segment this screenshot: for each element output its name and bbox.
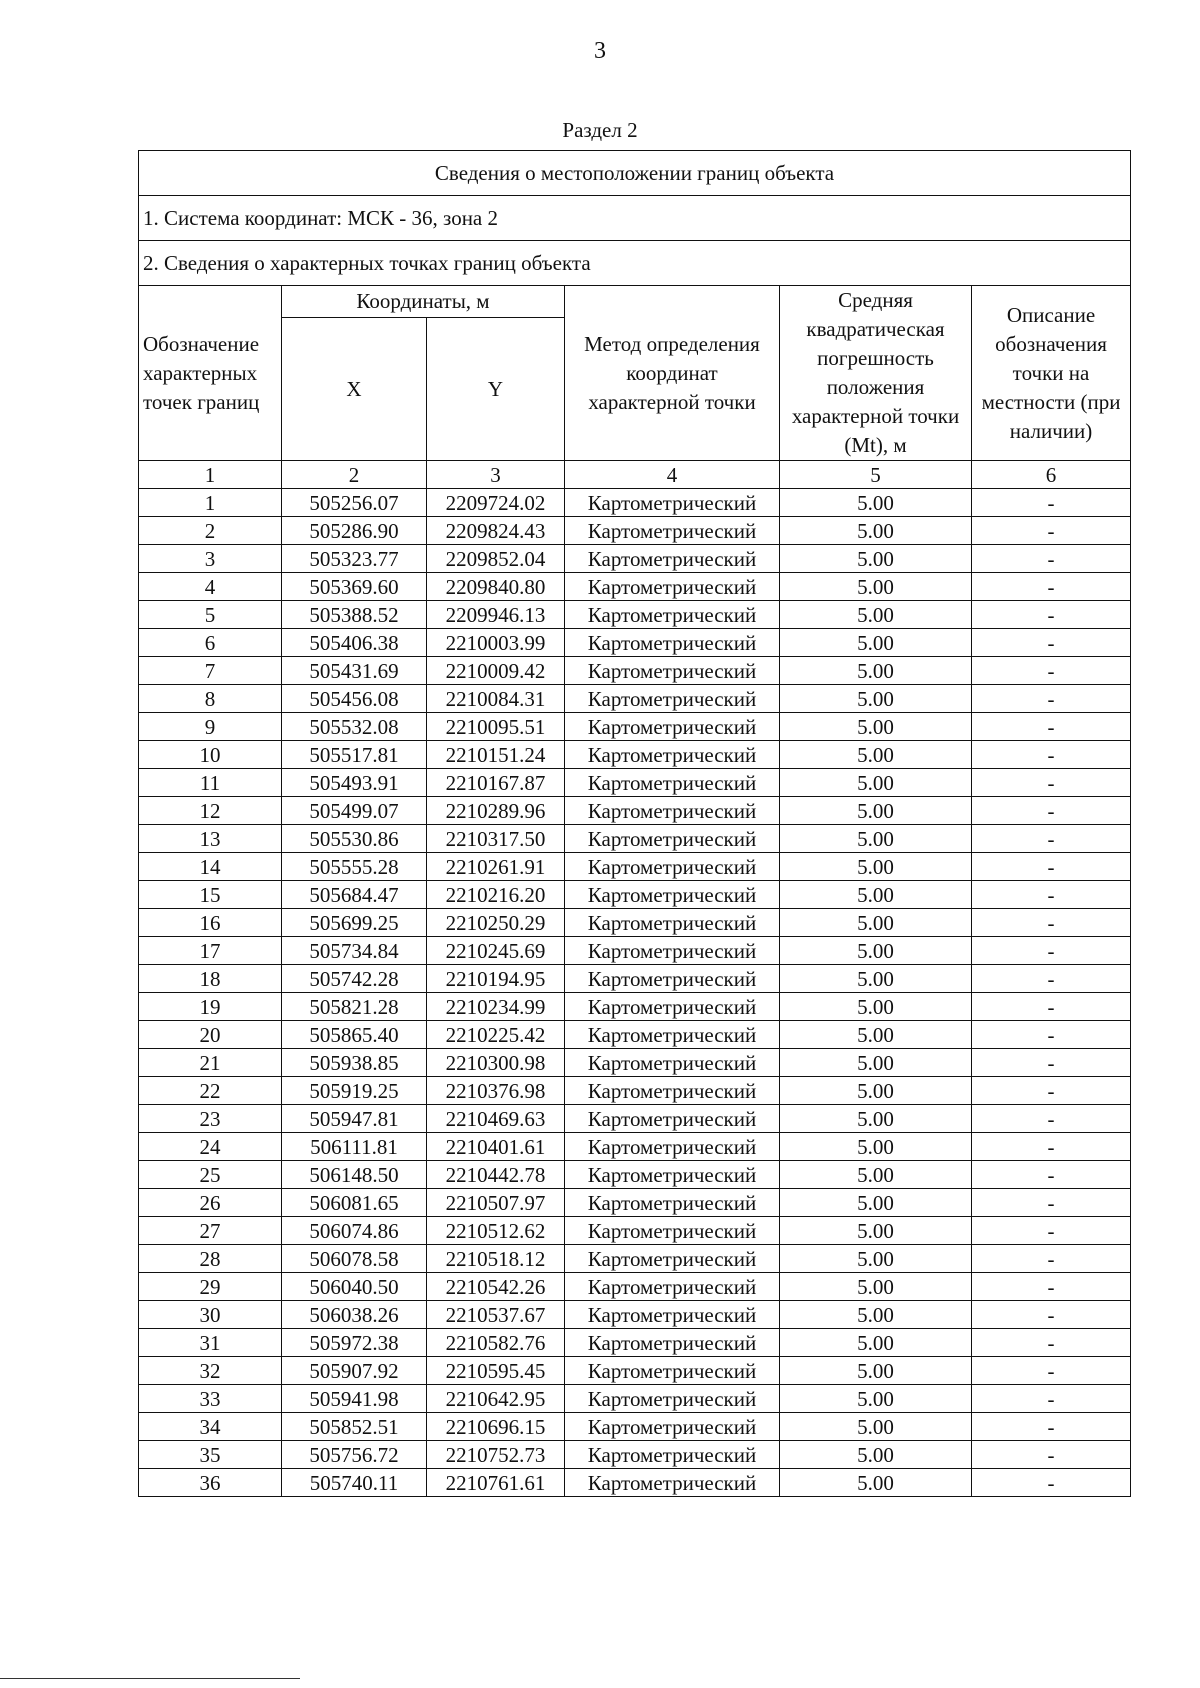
method-cell: Картометрический <box>565 769 780 797</box>
method-cell: Картометрический <box>565 573 780 601</box>
error-cell: 5.00 <box>780 1049 972 1077</box>
point-number-cell: 36 <box>139 1469 282 1497</box>
y-coordinate-cell: 2210003.99 <box>427 629 565 657</box>
description-cell: - <box>972 853 1131 881</box>
table-row <box>139 1245 1131 1273</box>
y-coordinate-cell: 2210761.61 <box>427 1469 565 1497</box>
point-number-cell: 27 <box>139 1217 282 1245</box>
table-row <box>139 741 1131 769</box>
column-number: 3 <box>427 461 565 489</box>
point-number-cell: 1 <box>139 489 282 517</box>
point-number-cell: 16 <box>139 909 282 937</box>
error-cell: 5.00 <box>780 797 972 825</box>
x-coordinate-cell: 505369.60 <box>282 573 427 601</box>
method-cell: Картометрический <box>565 1385 780 1413</box>
description-cell: - <box>972 909 1131 937</box>
description-cell: - <box>972 573 1131 601</box>
description-cell: - <box>972 1077 1131 1105</box>
table-row <box>139 853 1131 881</box>
description-cell: - <box>972 1469 1131 1497</box>
y-coordinate-cell: 2210642.95 <box>427 1385 565 1413</box>
y-coordinate-cell: 2209946.13 <box>427 601 565 629</box>
table-title: Сведения о местоположении границ объекта <box>139 151 1131 196</box>
error-cell: 5.00 <box>780 937 972 965</box>
method-cell: Картометрический <box>565 601 780 629</box>
y-coordinate-cell: 2209824.43 <box>427 517 565 545</box>
description-cell: - <box>972 965 1131 993</box>
description-cell: - <box>972 937 1131 965</box>
description-cell: - <box>972 517 1131 545</box>
method-cell: Картометрический <box>565 1161 780 1189</box>
y-coordinate-cell: 2210537.67 <box>427 1301 565 1329</box>
method-cell: Картометрический <box>565 1301 780 1329</box>
x-coordinate-cell: 506040.50 <box>282 1273 427 1301</box>
header-description: Описание обозначения точки на местности (при наличии) <box>972 286 1131 461</box>
table-row <box>139 1161 1131 1189</box>
table-row <box>139 573 1131 601</box>
description-cell: - <box>972 825 1131 853</box>
x-coordinate-cell: 505742.28 <box>282 965 427 993</box>
table-row <box>139 1021 1131 1049</box>
coordinate-system: 1. Система координат: МСК - 36, зона 2 <box>139 196 1131 241</box>
error-cell: 5.00 <box>780 1301 972 1329</box>
y-coordinate-cell: 2210009.42 <box>427 657 565 685</box>
error-cell: 5.00 <box>780 489 972 517</box>
error-cell: 5.00 <box>780 1161 972 1189</box>
x-coordinate-cell: 505941.98 <box>282 1385 427 1413</box>
error-cell: 5.00 <box>780 517 972 545</box>
y-coordinate-cell: 2210376.98 <box>427 1077 565 1105</box>
x-coordinate-cell: 505734.84 <box>282 937 427 965</box>
point-number-cell: 23 <box>139 1105 282 1133</box>
table-row <box>139 685 1131 713</box>
table-row <box>139 1469 1131 1497</box>
method-cell: Картометрический <box>565 1105 780 1133</box>
column-number: 5 <box>780 461 972 489</box>
point-number-cell: 14 <box>139 853 282 881</box>
error-cell: 5.00 <box>780 573 972 601</box>
x-coordinate-cell: 505286.90 <box>282 517 427 545</box>
method-cell: Картометрический <box>565 489 780 517</box>
description-cell: - <box>972 993 1131 1021</box>
point-number-cell: 4 <box>139 573 282 601</box>
point-number-cell: 29 <box>139 1273 282 1301</box>
table-row <box>139 1273 1131 1301</box>
method-cell: Картометрический <box>565 853 780 881</box>
description-cell: - <box>972 1161 1131 1189</box>
error-cell: 5.00 <box>780 769 972 797</box>
y-coordinate-cell: 2210167.87 <box>427 769 565 797</box>
y-coordinate-cell: 2210512.62 <box>427 1217 565 1245</box>
y-coordinate-cell: 2210518.12 <box>427 1245 565 1273</box>
description-cell: - <box>972 1105 1131 1133</box>
x-coordinate-cell: 505431.69 <box>282 657 427 685</box>
description-cell: - <box>972 713 1131 741</box>
table-row <box>139 1077 1131 1105</box>
method-cell: Картометрический <box>565 1217 780 1245</box>
table-row <box>139 937 1131 965</box>
method-cell: Картометрический <box>565 629 780 657</box>
description-cell: - <box>972 1301 1131 1329</box>
y-coordinate-cell: 2210442.78 <box>427 1161 565 1189</box>
x-coordinate-cell: 505406.38 <box>282 629 427 657</box>
error-cell: 5.00 <box>780 853 972 881</box>
point-number-cell: 7 <box>139 657 282 685</box>
points-heading: 2. Сведения о характерных точках границ объекта <box>139 241 1131 286</box>
error-cell: 5.00 <box>780 629 972 657</box>
x-coordinate-cell: 505493.91 <box>282 769 427 797</box>
description-cell: - <box>972 629 1131 657</box>
error-cell: 5.00 <box>780 1133 972 1161</box>
error-cell: 5.00 <box>780 545 972 573</box>
y-coordinate-cell: 2210289.96 <box>427 797 565 825</box>
point-number-cell: 26 <box>139 1189 282 1217</box>
description-cell: - <box>972 1273 1131 1301</box>
description-cell: - <box>972 1357 1131 1385</box>
method-cell: Картометрический <box>565 741 780 769</box>
point-number-cell: 18 <box>139 965 282 993</box>
method-cell: Картометрический <box>565 1469 780 1497</box>
error-cell: 5.00 <box>780 1273 972 1301</box>
y-coordinate-cell: 2210752.73 <box>427 1441 565 1469</box>
column-number-row <box>139 461 1131 489</box>
column-number: 4 <box>565 461 780 489</box>
point-number-cell: 33 <box>139 1385 282 1413</box>
point-number-cell: 9 <box>139 713 282 741</box>
section-title: Раздел 2 <box>562 118 638 142</box>
point-number-cell: 22 <box>139 1077 282 1105</box>
method-cell: Картометрический <box>565 1133 780 1161</box>
table-row <box>139 965 1131 993</box>
point-number-cell: 20 <box>139 1021 282 1049</box>
error-cell: 5.00 <box>780 1245 972 1273</box>
method-cell: Картометрический <box>565 993 780 1021</box>
error-cell: 5.00 <box>780 685 972 713</box>
point-number-cell: 31 <box>139 1329 282 1357</box>
method-cell: Картометрический <box>565 685 780 713</box>
point-number-cell: 13 <box>139 825 282 853</box>
y-coordinate-cell: 2210582.76 <box>427 1329 565 1357</box>
x-coordinate-cell: 506038.26 <box>282 1301 427 1329</box>
description-cell: - <box>972 1021 1131 1049</box>
x-coordinate-cell: 505852.51 <box>282 1413 427 1441</box>
x-coordinate-cell: 505256.07 <box>282 489 427 517</box>
description-cell: - <box>972 1413 1131 1441</box>
x-coordinate-cell: 505740.11 <box>282 1469 427 1497</box>
x-coordinate-cell: 506078.58 <box>282 1245 427 1273</box>
table-row <box>139 797 1131 825</box>
error-cell: 5.00 <box>780 1189 972 1217</box>
x-coordinate-cell: 505323.77 <box>282 545 427 573</box>
y-coordinate-cell: 2210696.15 <box>427 1413 565 1441</box>
x-coordinate-cell: 506074.86 <box>282 1217 427 1245</box>
point-number-cell: 21 <box>139 1049 282 1077</box>
x-coordinate-cell: 505530.86 <box>282 825 427 853</box>
description-cell: - <box>972 545 1131 573</box>
method-cell: Картометрический <box>565 657 780 685</box>
description-cell: - <box>972 1217 1131 1245</box>
x-coordinate-cell: 505907.92 <box>282 1357 427 1385</box>
description-cell: - <box>972 1133 1131 1161</box>
error-cell: 5.00 <box>780 909 972 937</box>
table-row <box>139 1385 1131 1413</box>
x-coordinate-cell: 505821.28 <box>282 993 427 1021</box>
description-cell: - <box>972 797 1131 825</box>
y-coordinate-cell: 2209724.02 <box>427 489 565 517</box>
method-cell: Картометрический <box>565 881 780 909</box>
error-cell: 5.00 <box>780 601 972 629</box>
method-cell: Картометрический <box>565 1273 780 1301</box>
y-coordinate-cell: 2210300.98 <box>427 1049 565 1077</box>
method-cell: Картометрический <box>565 545 780 573</box>
header-coordinates: Координаты, м <box>282 286 565 318</box>
x-coordinate-cell: 505947.81 <box>282 1105 427 1133</box>
y-coordinate-cell: 2210261.91 <box>427 853 565 881</box>
y-coordinate-cell: 2210469.63 <box>427 1105 565 1133</box>
y-coordinate-cell: 2210234.99 <box>427 993 565 1021</box>
error-cell: 5.00 <box>780 1217 972 1245</box>
point-number-cell: 8 <box>139 685 282 713</box>
error-cell: 5.00 <box>780 713 972 741</box>
x-coordinate-cell: 506081.65 <box>282 1189 427 1217</box>
error-cell: 5.00 <box>780 657 972 685</box>
description-cell: - <box>972 1329 1131 1357</box>
error-cell: 5.00 <box>780 1021 972 1049</box>
table-row <box>139 1441 1131 1469</box>
error-cell: 5.00 <box>780 825 972 853</box>
y-coordinate-cell: 2210542.26 <box>427 1273 565 1301</box>
x-coordinate-cell: 505972.38 <box>282 1329 427 1357</box>
table-row <box>139 881 1131 909</box>
table-row <box>139 1329 1131 1357</box>
x-coordinate-cell: 505555.28 <box>282 853 427 881</box>
method-cell: Картометрический <box>565 1413 780 1441</box>
table-row <box>139 1301 1131 1329</box>
table-row <box>139 993 1131 1021</box>
y-coordinate-cell: 2210194.95 <box>427 965 565 993</box>
x-coordinate-cell: 505865.40 <box>282 1021 427 1049</box>
x-coordinate-cell: 505919.25 <box>282 1077 427 1105</box>
y-coordinate-cell: 2210225.42 <box>427 1021 565 1049</box>
table-row <box>139 601 1131 629</box>
description-cell: - <box>972 1245 1131 1273</box>
y-coordinate-cell: 2210151.24 <box>427 741 565 769</box>
table-row <box>139 489 1131 517</box>
error-cell: 5.00 <box>780 1329 972 1357</box>
table-row <box>139 1217 1131 1245</box>
table-row <box>139 825 1131 853</box>
method-cell: Картометрический <box>565 1049 780 1077</box>
point-number-cell: 34 <box>139 1413 282 1441</box>
table-row <box>139 1105 1131 1133</box>
table-row <box>139 769 1131 797</box>
point-number-cell: 17 <box>139 937 282 965</box>
point-number-cell: 2 <box>139 517 282 545</box>
x-coordinate-cell: 505388.52 <box>282 601 427 629</box>
table-row <box>139 713 1131 741</box>
point-number-cell: 25 <box>139 1161 282 1189</box>
x-coordinate-cell: 505756.72 <box>282 1441 427 1469</box>
point-number-cell: 5 <box>139 601 282 629</box>
column-number: 2 <box>282 461 427 489</box>
point-number-cell: 3 <box>139 545 282 573</box>
description-cell: - <box>972 657 1131 685</box>
x-coordinate-cell: 505517.81 <box>282 741 427 769</box>
method-cell: Картометрический <box>565 1077 780 1105</box>
header-error: Средняя квадратическая погрешность положения характерной точки (Mt), м <box>780 286 972 461</box>
method-cell: Картометрический <box>565 517 780 545</box>
header-method: Метод определения координат характерной точки <box>565 286 780 461</box>
error-cell: 5.00 <box>780 993 972 1021</box>
method-cell: Картометрический <box>565 909 780 937</box>
x-coordinate-cell: 505532.08 <box>282 713 427 741</box>
column-number: 6 <box>972 461 1131 489</box>
description-cell: - <box>972 1049 1131 1077</box>
table-row <box>139 1413 1131 1441</box>
table-row <box>139 517 1131 545</box>
description-cell: - <box>972 881 1131 909</box>
y-coordinate-cell: 2210595.45 <box>427 1357 565 1385</box>
point-number-cell: 11 <box>139 769 282 797</box>
point-number-cell: 12 <box>139 797 282 825</box>
column-number: 1 <box>139 461 282 489</box>
description-cell: - <box>972 769 1131 797</box>
boundary-points-table <box>138 150 1131 1497</box>
footer-rule <box>0 1678 300 1679</box>
error-cell: 5.00 <box>780 1469 972 1497</box>
description-cell: - <box>972 1441 1131 1469</box>
point-number-cell: 35 <box>139 1441 282 1469</box>
x-coordinate-cell: 505684.47 <box>282 881 427 909</box>
point-number-cell: 15 <box>139 881 282 909</box>
x-coordinate-cell: 506148.50 <box>282 1161 427 1189</box>
x-coordinate-cell: 505699.25 <box>282 909 427 937</box>
table-row <box>139 545 1131 573</box>
table-row <box>139 1049 1131 1077</box>
error-cell: 5.00 <box>780 741 972 769</box>
error-cell: 5.00 <box>780 1441 972 1469</box>
method-cell: Картометрический <box>565 825 780 853</box>
description-cell: - <box>972 601 1131 629</box>
method-cell: Картометрический <box>565 1357 780 1385</box>
x-coordinate-cell: 506111.81 <box>282 1133 427 1161</box>
description-cell: - <box>972 489 1131 517</box>
table-row <box>139 909 1131 937</box>
y-coordinate-cell: 2210216.20 <box>427 881 565 909</box>
y-coordinate-cell: 2210250.29 <box>427 909 565 937</box>
point-number-cell: 6 <box>139 629 282 657</box>
error-cell: 5.00 <box>780 1357 972 1385</box>
error-cell: 5.00 <box>780 1413 972 1441</box>
point-number-cell: 28 <box>139 1245 282 1273</box>
y-coordinate-cell: 2210401.61 <box>427 1133 565 1161</box>
method-cell: Картометрический <box>565 1245 780 1273</box>
y-coordinate-cell: 2209840.80 <box>427 573 565 601</box>
table-row <box>139 1189 1131 1217</box>
header-y: Y <box>427 317 565 460</box>
point-number-cell: 32 <box>139 1357 282 1385</box>
table-row <box>139 1133 1131 1161</box>
description-cell: - <box>972 741 1131 769</box>
y-coordinate-cell: 2210245.69 <box>427 937 565 965</box>
table-row <box>139 629 1131 657</box>
method-cell: Картометрический <box>565 797 780 825</box>
description-cell: - <box>972 1385 1131 1413</box>
x-coordinate-cell: 505499.07 <box>282 797 427 825</box>
y-coordinate-cell: 2210095.51 <box>427 713 565 741</box>
method-cell: Картометрический <box>565 1021 780 1049</box>
table-row <box>139 657 1131 685</box>
method-cell: Картометрический <box>565 1329 780 1357</box>
method-cell: Картометрический <box>565 1441 780 1469</box>
page-number: 3 <box>594 38 606 64</box>
y-coordinate-cell: 2210317.50 <box>427 825 565 853</box>
point-number-cell: 19 <box>139 993 282 1021</box>
point-number-cell: 24 <box>139 1133 282 1161</box>
header-x: X <box>282 317 427 460</box>
error-cell: 5.00 <box>780 1077 972 1105</box>
method-cell: Картометрический <box>565 713 780 741</box>
table-row <box>139 1357 1131 1385</box>
method-cell: Картометрический <box>565 1189 780 1217</box>
error-cell: 5.00 <box>780 881 972 909</box>
y-coordinate-cell: 2210084.31 <box>427 685 565 713</box>
method-cell: Картометрический <box>565 965 780 993</box>
y-coordinate-cell: 2209852.04 <box>427 545 565 573</box>
x-coordinate-cell: 505938.85 <box>282 1049 427 1077</box>
error-cell: 5.00 <box>780 1385 972 1413</box>
description-cell: - <box>972 1189 1131 1217</box>
point-number-cell: 10 <box>139 741 282 769</box>
header-designation: Обозначение характерных точек границ <box>139 286 282 461</box>
y-coordinate-cell: 2210507.97 <box>427 1189 565 1217</box>
method-cell: Картометрический <box>565 937 780 965</box>
description-cell: - <box>972 685 1131 713</box>
x-coordinate-cell: 505456.08 <box>282 685 427 713</box>
point-number-cell: 30 <box>139 1301 282 1329</box>
error-cell: 5.00 <box>780 965 972 993</box>
error-cell: 5.00 <box>780 1105 972 1133</box>
